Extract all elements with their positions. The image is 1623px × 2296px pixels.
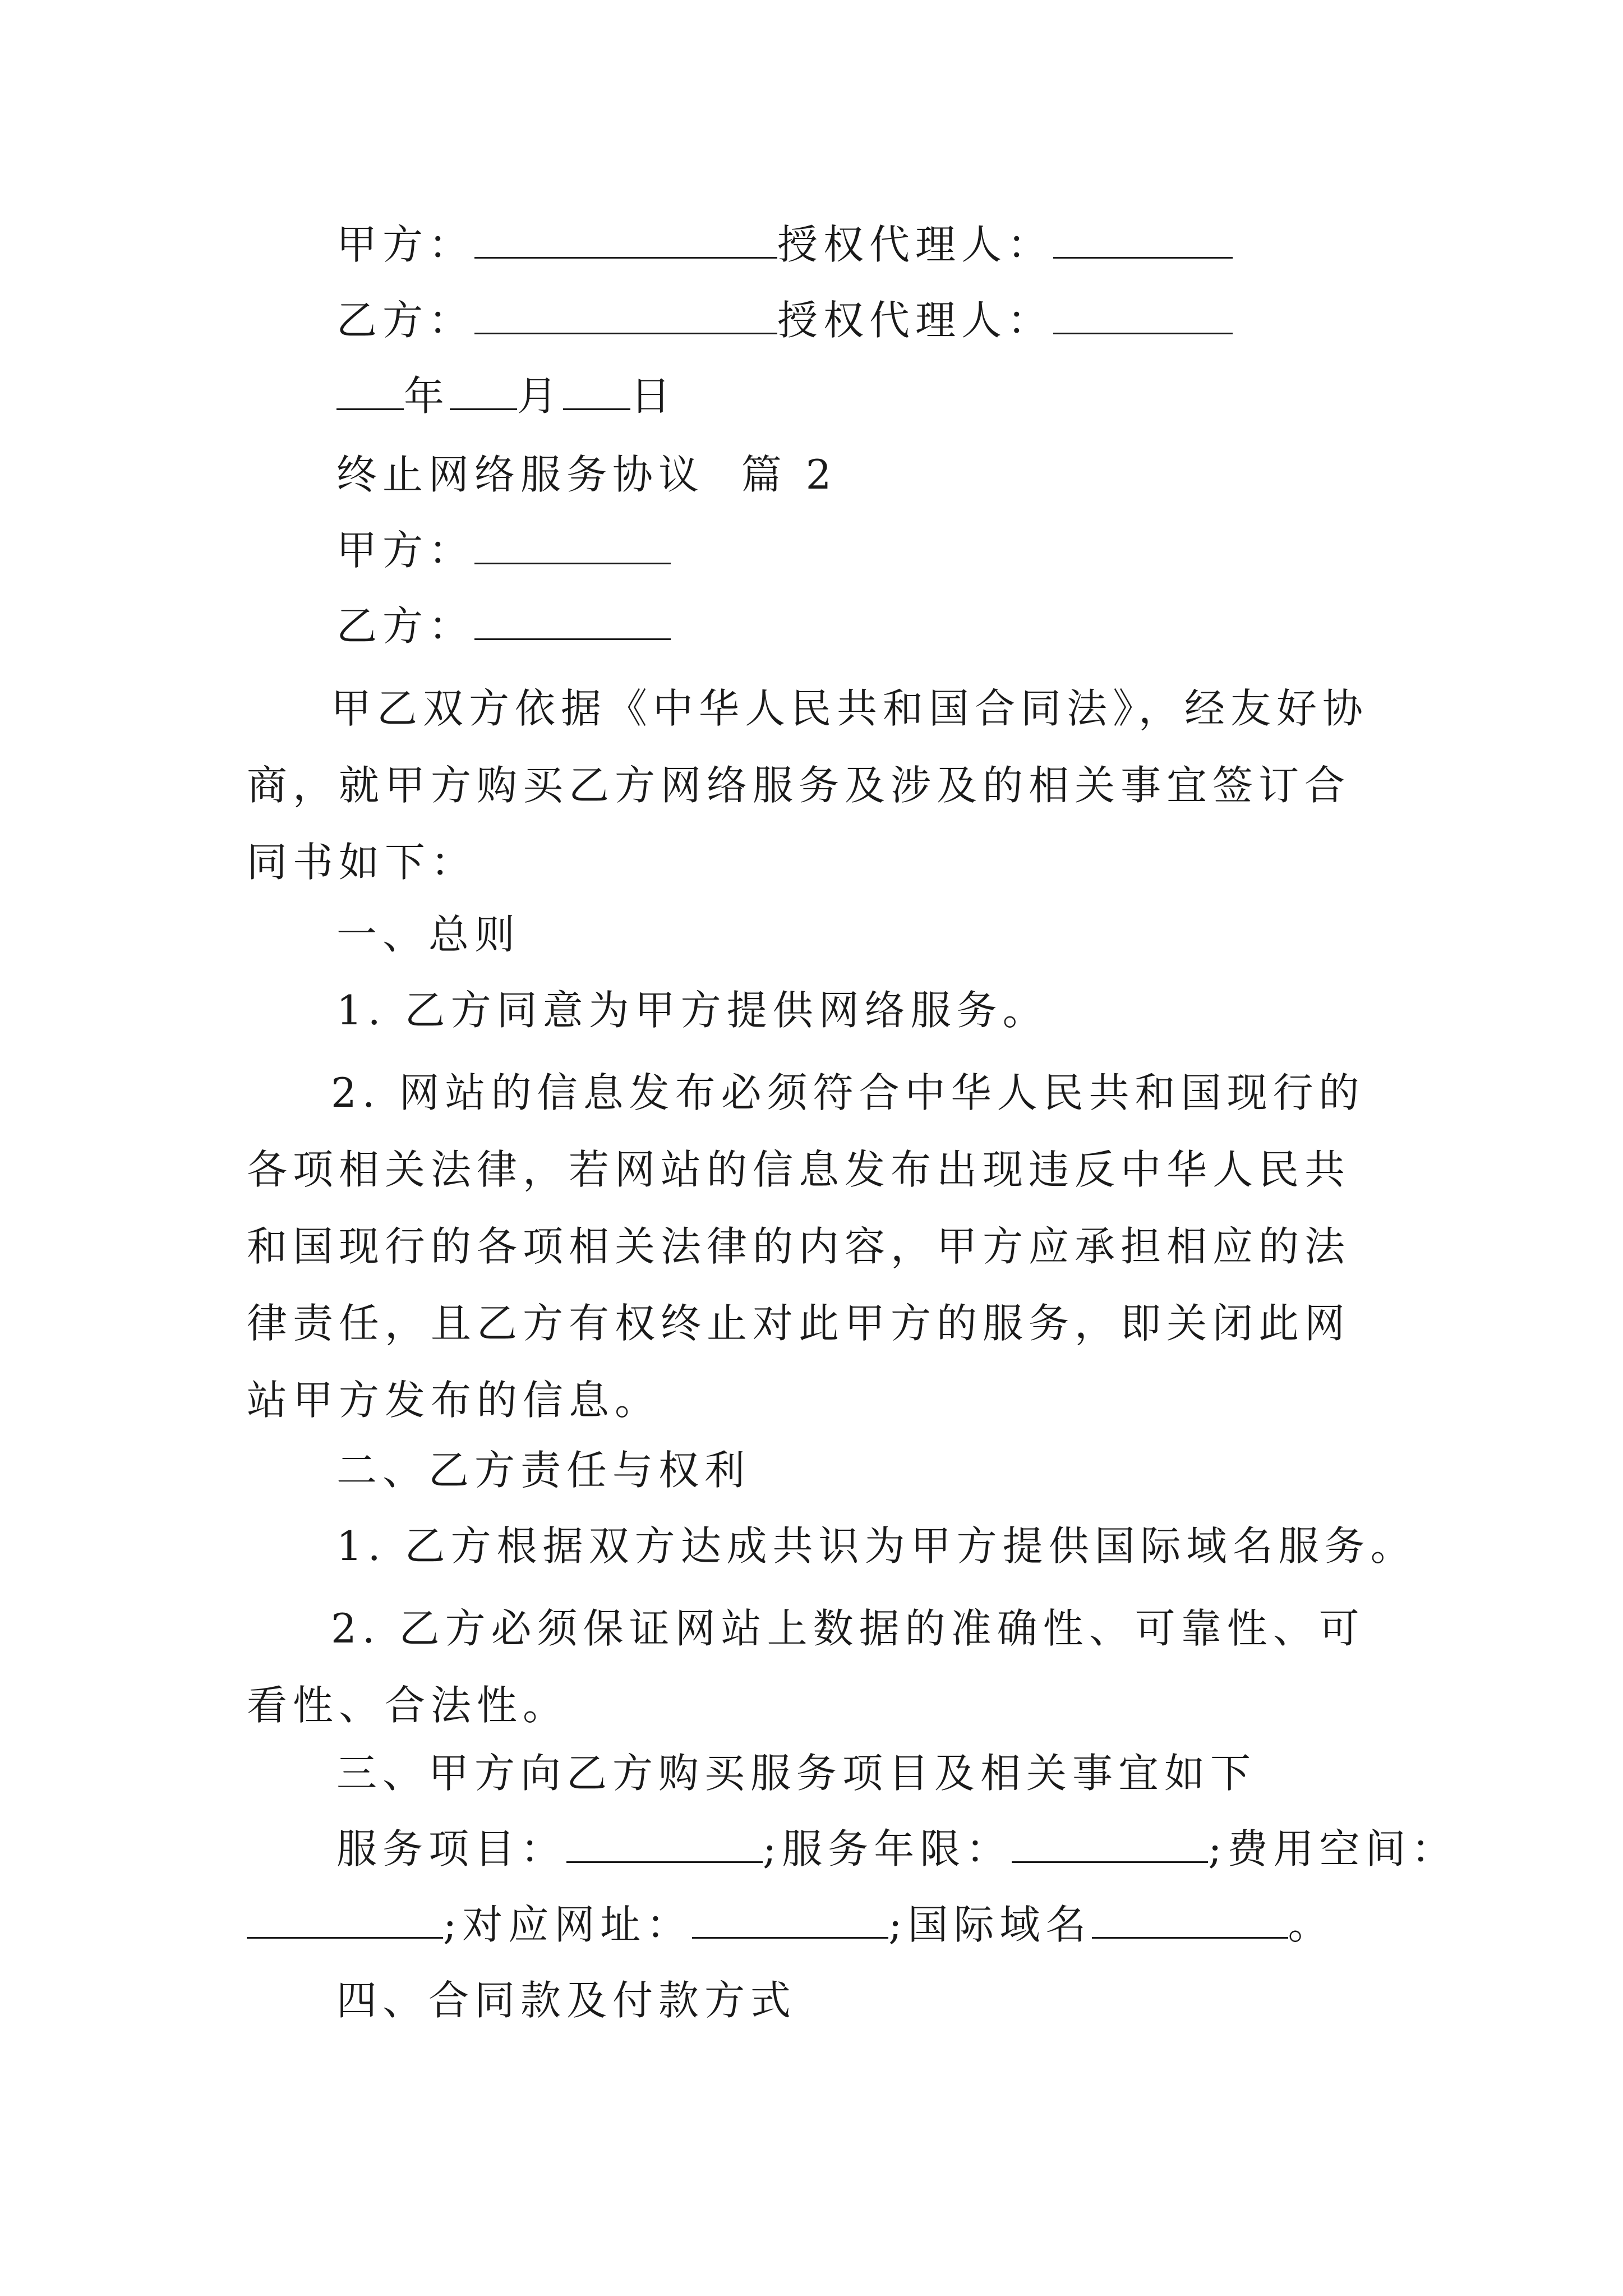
sig-line-party-b xyxy=(336,297,1233,344)
section-heading-2: 二、乙方责任与权利 xyxy=(336,1447,751,1494)
agent-b-label: 授权代理人： xyxy=(777,297,1054,344)
cost-space-label: ;费用空间： xyxy=(1208,1825,1458,1872)
sig-line-party-a xyxy=(336,221,1233,268)
service-item-blank xyxy=(566,1829,763,1863)
party-a-label: 甲方： xyxy=(336,527,475,574)
s2-item-1: 1. 乙方根据双方达成共识为甲方提供国际域名服务。 xyxy=(336,1522,1417,1570)
agent-b-blank xyxy=(1053,300,1233,334)
service-years-blank xyxy=(1012,1829,1208,1863)
party-a-label: 甲方： xyxy=(336,221,475,268)
cost-space-blank xyxy=(247,1904,443,1939)
intro-paragraph: 甲乙双方依据《中华人民共和国合同法》，经友好协商，就甲方购买乙方网络服务及涉及的相关事宜签订合同书如下： xyxy=(247,685,1369,886)
party-b-blank xyxy=(474,300,777,334)
year-label: 年 xyxy=(404,372,450,420)
party-a-line xyxy=(336,527,671,574)
section-heading-1: 一、总则 xyxy=(336,911,521,958)
party-b-label: 乙方： xyxy=(336,602,475,650)
s2-item-2: 2. 乙方必须保证网站上数据的准确性、可靠性、可看性、合法性。 xyxy=(247,1605,1365,1729)
s1-item-1: 1. 乙方同意为甲方提供网络服务。 xyxy=(336,987,1049,1034)
section-heading-3: 三、甲方向乙方购买服务项目及相关事宜如下 xyxy=(336,1750,1257,1797)
domain-blank xyxy=(1092,1904,1288,1939)
party-b-label: 乙方： xyxy=(336,297,475,344)
party-b-blank xyxy=(474,606,671,640)
section-title: 终止网络服务协议 篇 2 xyxy=(336,451,837,498)
end-punct: 。 xyxy=(1288,1901,1334,1948)
month-label: 月 xyxy=(517,372,564,420)
s1-item-2: 2. 网站的信息发布必须符合中华人民共和国现行的各项相关法律，若网站的信息发布出现违反中华人民共和国现行的各项相关法律的内容，甲方应承担相应的法律责任，且乙方有权终止对此甲方的服务，即关闭此网站甲方发布的信息。 xyxy=(247,1069,1365,1424)
url-blank xyxy=(692,1904,888,1939)
agent-a-blank xyxy=(1053,224,1233,259)
s3-form-line-2 xyxy=(247,1901,1334,1948)
month-blank xyxy=(450,376,517,410)
s3-form-line-1 xyxy=(336,1825,1458,1872)
agent-a-label: 授权代理人： xyxy=(777,221,1054,268)
section-heading-4: 四、合同款及付款方式 xyxy=(336,1977,797,2024)
service-item-label: 服务项目： xyxy=(336,1825,567,1872)
party-a-blank xyxy=(474,530,671,564)
party-a-blank xyxy=(474,224,777,259)
year-blank xyxy=(336,376,404,410)
day-blank xyxy=(563,376,630,410)
url-label: ;对应网址： xyxy=(443,1901,693,1948)
party-b-line xyxy=(336,602,671,650)
date-line xyxy=(336,372,677,420)
domain-label: ;国际域名 xyxy=(888,1901,1092,1948)
service-years-label: ;服务年限： xyxy=(763,1825,1012,1872)
day-label: 日 xyxy=(630,372,677,420)
